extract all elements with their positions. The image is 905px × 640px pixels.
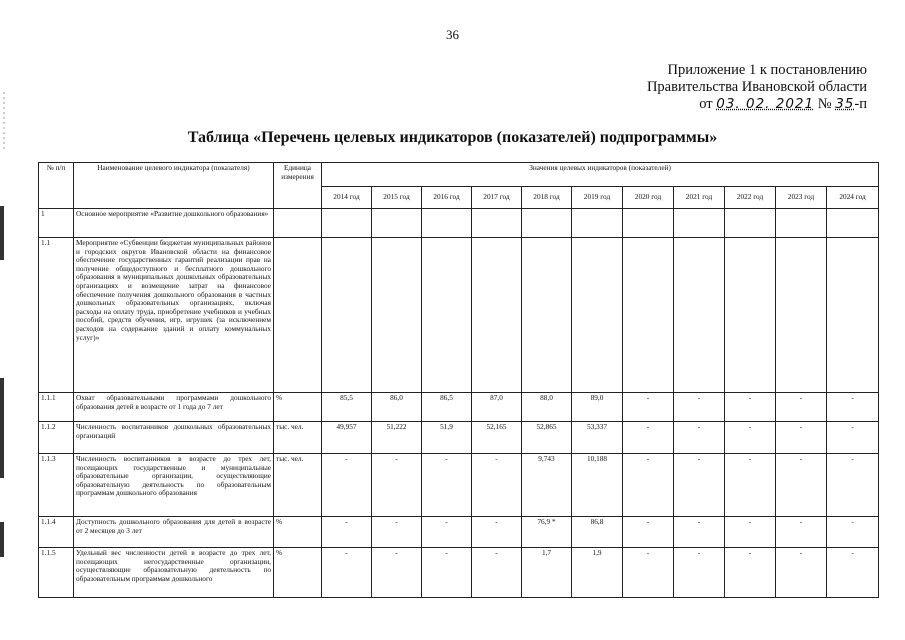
unit-cell: % — [274, 393, 322, 422]
indicator-name: Охват образовательными программами дошкольного образования детей в возрасте от 1 года до 7 лет — [74, 393, 274, 422]
value-cell — [322, 238, 372, 393]
row-number: 1.1.2 — [39, 422, 74, 454]
value-cell: 51,222 — [372, 422, 422, 454]
value-cell: - — [827, 454, 879, 517]
value-cell: - — [372, 517, 422, 548]
value-cell: - — [372, 454, 422, 517]
page-number: 36 — [446, 27, 459, 42]
value-cell: 88,0 — [522, 393, 572, 422]
value-cell — [827, 209, 879, 238]
value-cell: 10,188 — [572, 454, 623, 517]
header-line-1: Приложение 1 к постановлению — [667, 62, 867, 78]
table-row — [39, 548, 879, 598]
value-cell: 86,5 — [422, 393, 472, 422]
indicators-table — [38, 162, 879, 598]
value-cell: - — [674, 454, 725, 517]
header-unit: Единица измерения — [274, 163, 322, 209]
value-cell: 85,5 — [322, 393, 372, 422]
document-header — [647, 62, 867, 113]
header-number: № п/п — [39, 163, 74, 209]
value-cell: - — [674, 548, 725, 598]
value-cell — [472, 238, 522, 393]
year-header: 2018 год — [522, 187, 572, 209]
table-row — [39, 517, 879, 548]
number-sign: № — [817, 96, 832, 112]
value-cell — [322, 209, 372, 238]
unit-cell — [274, 209, 322, 238]
number-suffix: -п — [854, 96, 867, 112]
value-cell — [776, 238, 827, 393]
scan-mark — [0, 378, 4, 478]
value-cell: - — [372, 548, 422, 598]
value-cell: - — [322, 548, 372, 598]
indicator-name: Основное мероприятие «Развитие дошкольного образования» — [74, 209, 274, 238]
value-cell: - — [472, 454, 522, 517]
table-body — [39, 209, 879, 598]
unit-cell — [274, 238, 322, 393]
value-cell: - — [725, 548, 776, 598]
row-number: 1.1.3 — [39, 454, 74, 517]
value-cell: 1,9 — [572, 548, 623, 598]
value-cell — [472, 209, 522, 238]
value-cell — [422, 238, 472, 393]
value-cell — [827, 238, 879, 393]
value-cell: 51,9 — [422, 422, 472, 454]
value-cell: - — [674, 517, 725, 548]
year-header: 2023 год — [776, 187, 827, 209]
year-header: 2019 год — [572, 187, 623, 209]
value-cell — [522, 209, 572, 238]
table-row — [39, 422, 879, 454]
value-cell — [422, 209, 472, 238]
header-signature-line — [647, 96, 867, 113]
value-cell — [776, 209, 827, 238]
row-number: 1.1.1 — [39, 393, 74, 422]
value-cell: - — [674, 422, 725, 454]
row-number: 1.1.5 — [39, 548, 74, 598]
value-cell: 52,865 — [522, 422, 572, 454]
value-cell — [372, 209, 422, 238]
table-title: Таблица «Перечень целевых индикаторов (показателей) подпрограммы» — [187, 129, 718, 146]
value-cell: - — [623, 422, 674, 454]
value-cell: - — [776, 393, 827, 422]
value-cell — [572, 238, 623, 393]
value-cell: - — [623, 393, 674, 422]
value-cell: 76,9 * — [522, 517, 572, 548]
value-cell — [725, 209, 776, 238]
indicator-name: Удельный вес численности детей в возрасте до трех лет, посещающих негосударственные организации, осуществляющие образовательную деятельность по образовательным программам дошкольного — [74, 548, 274, 598]
value-cell: 86,0 — [372, 393, 422, 422]
value-cell: - — [422, 454, 472, 517]
scan-mark — [0, 522, 4, 557]
value-cell: - — [827, 548, 879, 598]
year-header: 2017 год — [472, 187, 522, 209]
value-cell — [572, 209, 623, 238]
unit-cell: тыс. чел. — [274, 422, 322, 454]
row-number: 1 — [39, 209, 74, 238]
document-number: 35 — [835, 96, 855, 112]
year-header: 2022 год — [725, 187, 776, 209]
value-cell — [674, 238, 725, 393]
indicator-name: Численность воспитанников в возрасте до трех лет, посещающих государственные и муниципальные образовательные организации, осуществляющие образовательную деятельность по образовательным программам дошкольного образования — [74, 454, 274, 517]
indicator-name: Доступность дошкольного образования для детей в возрасте от 2 месяцев до 3 лет — [74, 517, 274, 548]
value-cell: 86,8 — [572, 517, 623, 548]
value-cell: - — [674, 393, 725, 422]
indicator-name: Численность воспитанников дошкольных образовательных организаций — [74, 422, 274, 454]
value-cell: - — [827, 393, 879, 422]
value-cell: - — [623, 548, 674, 598]
header-indicator-name: Наименование целевого индикатора (показателя) — [74, 163, 274, 209]
value-cell: - — [776, 422, 827, 454]
value-cell: - — [725, 454, 776, 517]
value-cell: - — [827, 517, 879, 548]
value-cell: - — [422, 548, 472, 598]
value-cell: - — [623, 517, 674, 548]
table-row — [39, 393, 879, 422]
value-cell: 87,0 — [472, 393, 522, 422]
value-cell — [372, 238, 422, 393]
value-cell: - — [725, 517, 776, 548]
unit-cell: тыс. чел. — [274, 454, 322, 517]
unit-cell: % — [274, 548, 322, 598]
value-cell: - — [472, 517, 522, 548]
value-cell: 53,337 — [572, 422, 623, 454]
value-cell — [674, 209, 725, 238]
document-date: 03. 02. 2021 — [716, 96, 815, 112]
value-cell: 1,7 — [522, 548, 572, 598]
value-cell: 89,0 — [572, 393, 623, 422]
value-cell: - — [776, 517, 827, 548]
value-cell: 52,165 — [472, 422, 522, 454]
year-header: 2020 год — [623, 187, 674, 209]
scan-mark — [0, 206, 4, 260]
value-cell: 9,743 — [522, 454, 572, 517]
value-cell — [623, 238, 674, 393]
value-cell — [623, 209, 674, 238]
value-cell: - — [776, 454, 827, 517]
value-cell — [725, 238, 776, 393]
date-prefix: от — [699, 96, 713, 112]
value-cell: - — [776, 548, 827, 598]
table-row — [39, 454, 879, 517]
value-cell: - — [472, 548, 522, 598]
year-header: 2014 год — [322, 187, 372, 209]
value-cell: - — [725, 422, 776, 454]
row-number: 1.1 — [39, 238, 74, 393]
year-header: 2016 год — [422, 187, 472, 209]
table-row — [39, 209, 879, 238]
table-row — [39, 238, 879, 393]
value-cell: - — [322, 517, 372, 548]
value-cell: - — [725, 393, 776, 422]
unit-cell: % — [274, 517, 322, 548]
year-header: 2015 год — [372, 187, 422, 209]
value-cell: - — [322, 454, 372, 517]
header-line-2: Правительства Ивановской области — [646, 79, 867, 95]
year-header: 2024 год — [827, 187, 879, 209]
value-cell — [522, 238, 572, 393]
indicator-name: Мероприятие «Субвенции бюджетам муниципальных районов и городских округов Ивановской области на финансовое обеспечение государственных гарантий реализации прав на получение общедоступного и бесплатного дошкольного образования в муниципальных дошкольных образовательных организациях и возмещение затрат на финансовое обеспечение получения дошкольного образования в частных дошкольных образовательных организациях, включая расходы на оплату труда, приобретение учебников и учебных пособий, средств обучения, игр, игрушек (за исключением расходов на содержание зданий и оплату коммунальных услуг)» — [74, 238, 274, 393]
value-cell: 49,957 — [322, 422, 372, 454]
header-values: Значения целевых индикаторов (показателей) — [322, 163, 879, 187]
value-cell: - — [827, 422, 879, 454]
row-number: 1.1.4 — [39, 517, 74, 548]
year-header: 2021 год — [674, 187, 725, 209]
value-cell: - — [422, 517, 472, 548]
value-cell: - — [623, 454, 674, 517]
